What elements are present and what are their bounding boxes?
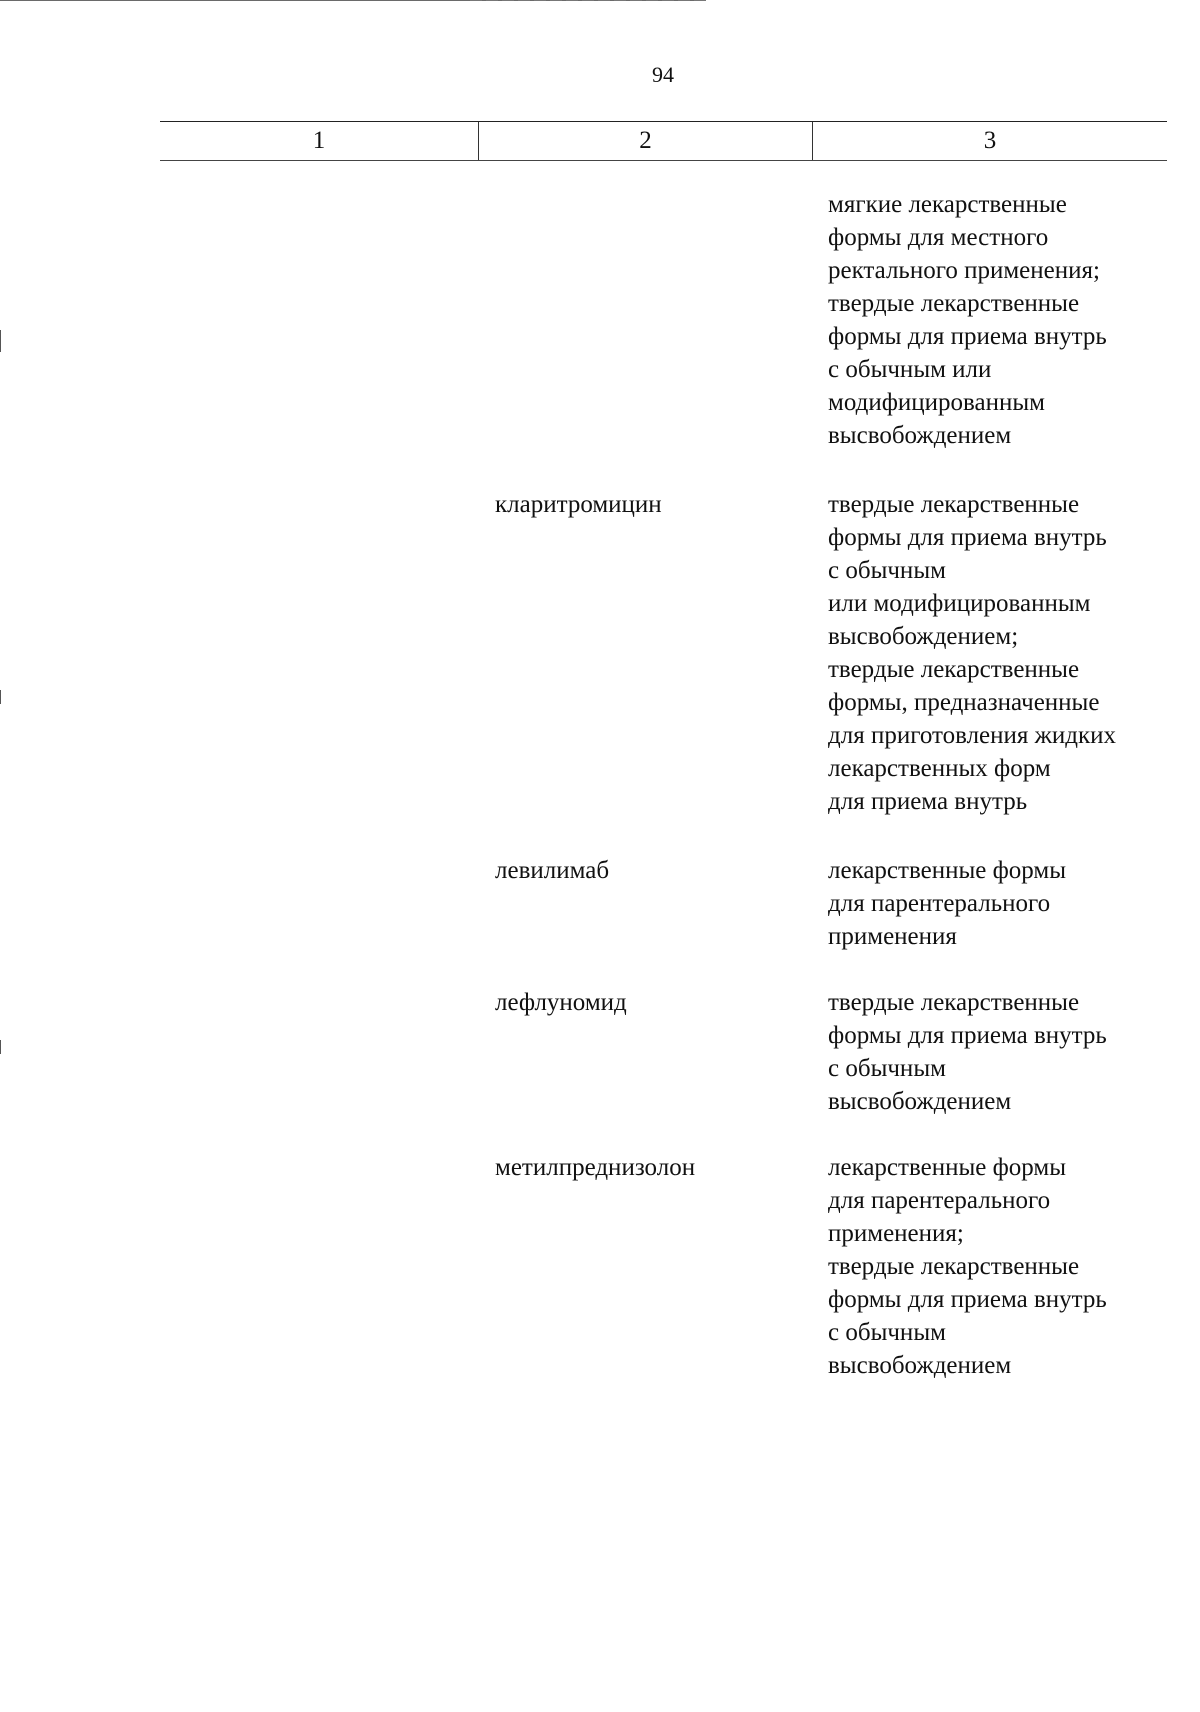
dosage-form-line: высвобождением — [828, 1352, 1012, 1379]
scan-edge-left-mark — [0, 1040, 1, 1054]
dosage-forms-methylprednisolone — [828, 1151, 1107, 1382]
dosage-forms-leflunomide — [828, 986, 1107, 1118]
dosage-form-line: формы для приема внутрь — [828, 323, 1107, 350]
dosage-form-line: высвобождением — [828, 1088, 1012, 1115]
dosage-form-line: с обычным — [828, 1319, 946, 1346]
scan-edge-left-mark — [0, 330, 1, 352]
dosage-forms-levilimab — [828, 854, 1066, 953]
dosage-form-line: для парентерального — [828, 890, 1051, 917]
drug-name-clarithromycin: кларитромицин — [495, 491, 662, 518]
dosage-form-line: формы для приема внутрь — [828, 1286, 1107, 1313]
dosage-form-line: твердые лекарственные — [828, 1253, 1080, 1280]
dosage-form-line: с обычным или — [828, 356, 992, 383]
dosage-form-line: твердые лекарственные — [828, 656, 1080, 683]
dosage-form-line: формы для приема внутрь — [828, 1022, 1107, 1049]
drug-name-levilimab: левилимаб — [495, 857, 610, 884]
dosage-form-line: твердые лекарственные — [828, 491, 1080, 518]
dosage-form-line: лекарственных форм — [828, 755, 1051, 782]
dosage-forms-clarithromycin — [828, 488, 1116, 818]
continuation-dosage-forms — [828, 188, 1107, 452]
table-header-row — [160, 121, 1167, 161]
dosage-form-line: модифицированным — [828, 389, 1045, 416]
dosage-form-line: высвобождением — [828, 422, 1012, 449]
dosage-form-line: лекарственные формы — [828, 1154, 1067, 1181]
drug-name-leflunomide: лефлуномид — [495, 989, 627, 1016]
dosage-form-line: высвобождением; — [828, 623, 1019, 650]
dosage-form-line: для парентерального — [828, 1187, 1051, 1214]
dosage-form-line: формы для местного — [828, 224, 1049, 251]
drug-name-methylprednisolone: метилпреднизолон — [495, 1154, 696, 1181]
dosage-form-line: формы для приема внутрь — [828, 524, 1107, 551]
dosage-form-line: твердые лекарственные — [828, 989, 1080, 1016]
dosage-form-line: мягкие лекарственные — [828, 191, 1067, 218]
dosage-form-line: или модифицированным — [828, 590, 1091, 617]
column-header-1: 1 — [312, 127, 326, 154]
dosage-form-line: формы, предназначенные — [828, 689, 1100, 716]
dosage-form-line: для приготовления жидких — [828, 722, 1117, 749]
scan-edge-left-mark — [0, 690, 1, 704]
dosage-form-line: лекарственные формы — [828, 857, 1067, 884]
dosage-form-line: ректального применения; — [828, 257, 1100, 284]
dosage-form-line: применения — [828, 923, 957, 950]
dosage-form-line: твердые лекарственные — [828, 290, 1080, 317]
page-number-text: 94 — [652, 62, 674, 87]
scan-edge-top-dashed — [470, 0, 710, 1]
dosage-form-line: с обычным — [828, 1055, 946, 1082]
dosage-form-line: для приема внутрь — [828, 788, 1028, 815]
column-header-2: 2 — [478, 122, 812, 160]
dosage-form-line: с обычным — [828, 557, 946, 584]
dosage-form-line: применения; — [828, 1220, 964, 1247]
column-header-3: 3 — [812, 122, 1167, 160]
